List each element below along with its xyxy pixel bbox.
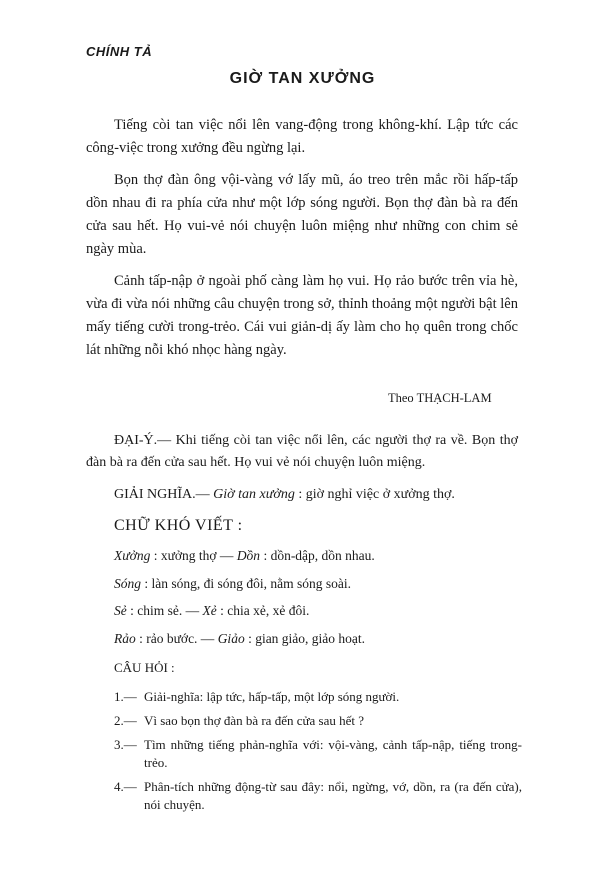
questions-list <box>114 688 522 820</box>
question-number: 4.— <box>114 779 137 794</box>
question-number: 1.— <box>114 689 137 704</box>
meaning-section <box>114 487 455 503</box>
passage-paragraph-2: Bọn thợ đàn ông vội-vàng vớ lấy mũ, áo treo trên mắc rồi hấp-tấp dồn nhau đi ra phía cửa như một lớp sóng người. Bọn thợ đàn bà ra đến cửa sau hết. Họ vui-vẻ nói chuyện luôn miệng như những con chim sẻ ngày mùa. <box>86 172 518 257</box>
hard-word-examples: : chia xẻ, xẻ đôi. <box>220 603 310 618</box>
hard-word-row <box>114 603 524 631</box>
question-item <box>114 712 522 730</box>
section-label: CHÍNH TẢ <box>86 44 153 59</box>
hard-word-examples: : dồn-dập, dồn nhau. <box>263 548 375 563</box>
summary-section <box>86 430 518 474</box>
question-item <box>114 778 522 814</box>
summary-label: ĐẠI-Ý.— <box>114 433 172 448</box>
source-attribution: Theo THẠCH-LAM <box>388 391 492 405</box>
question-number: 2.— <box>114 713 137 728</box>
hard-word-row <box>114 548 524 576</box>
question-item <box>114 688 522 706</box>
hard-word-row <box>114 631 524 659</box>
passage-paragraph-3: Cảnh tấp-nập ở ngoài phố càng làm họ vui. Họ rảo bước trên vỉa hè, vừa đi vừa nói những câu chuyện trong sở, thỉnh thoảng một người bật lên mấy tiếng cười trong-trẻo. Cái vui giản-dị ấy làm cho họ quên trong chốc lát những nỗi khó nhọc hàng ngày. <box>86 273 518 358</box>
question-number: 3.— <box>114 737 137 752</box>
hard-word-examples: : chim sẻ. — <box>130 603 200 618</box>
hard-word: Sẻ <box>114 603 127 618</box>
hard-word-examples: : gian giảo, giảo hoạt. <box>248 630 366 646</box>
hard-word: Rảo <box>114 630 136 646</box>
passage-paragraph-1: Tiếng còi tan việc nổi lên vang-động trong không-khí. Lập tức các công-việc trong xưởng đều ngừng lại. <box>86 117 518 156</box>
hard-word: Xẻ <box>202 603 217 618</box>
hard-word-row <box>114 576 524 604</box>
hard-words-title: CHỮ KHÓ VIẾT : <box>114 517 243 534</box>
hard-word-examples: : xưởng thợ — <box>153 548 234 563</box>
dictation-passage <box>86 114 518 371</box>
question-text: Vì sao bọn thợ đàn bà ra đến cửa sau hết ? <box>144 713 365 728</box>
hard-word: Sóng <box>114 575 141 591</box>
meaning-definition: : giờ nghỉ việc ở xưởng thợ. <box>298 487 455 502</box>
hard-word-examples: : rảo bước. — <box>139 630 215 646</box>
hard-word-examples: : làn sóng, đi sóng đôi, nằm sóng soài. <box>144 575 351 591</box>
question-text: Phân-tích những động-từ sau đây: nổi, ngừng, vớ, dồn, ra (ra đến cửa), nói chuyện. <box>144 779 522 812</box>
question-item <box>114 736 522 772</box>
meaning-term: Giờ tan xưởng <box>213 487 295 502</box>
question-text: Giải-nghĩa: lập tức, hấp-tấp, một lớp sóng người. <box>144 689 400 704</box>
question-text: Tìm những tiếng phản-nghĩa với: vội-vàng, cảnh tấp-nập, tiếng trong-trẻo. <box>144 737 522 770</box>
meaning-label: GIẢI NGHĨA.— <box>114 487 210 502</box>
hard-word: Giảo <box>217 630 245 646</box>
hard-word: Xưởng <box>114 548 151 563</box>
questions-title: CÂU HỎI : <box>114 660 175 675</box>
hard-word: Dồn <box>236 548 261 563</box>
summary-text: Khi tiếng còi tan việc nổi lên, các người thợ ra về. Bọn thợ đàn bà ra đến cửa sau hết. Họ vui vẻ nói chuyện luôn miệng. <box>86 433 519 470</box>
lesson-title: GIỜ TAN XƯỞNG <box>229 70 376 87</box>
hard-words-list <box>114 548 524 658</box>
